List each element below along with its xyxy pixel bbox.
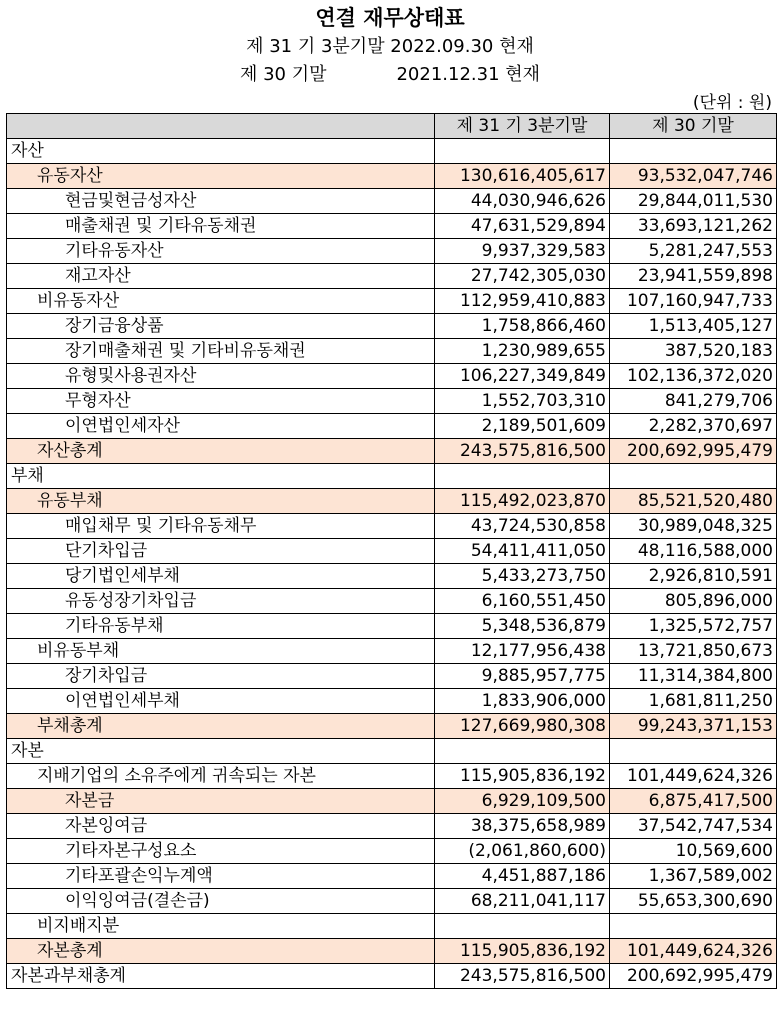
current-period-value: 12,177,956,438	[435, 639, 610, 664]
prior-period-value: 55,653,300,690	[610, 889, 777, 914]
account-name: 자산	[7, 139, 435, 164]
table-row	[7, 664, 777, 689]
table-row	[7, 364, 777, 389]
account-name: 지배기업의 소유주에게 귀속되는 자본	[7, 764, 435, 789]
prior-period-value: 85,521,520,480	[610, 489, 777, 514]
account-name: 유동성장기차입금	[7, 589, 435, 614]
current-period-value: 27,742,305,030	[435, 264, 610, 289]
prior-period-value: 13,721,850,673	[610, 639, 777, 664]
account-name: 자본총계	[7, 939, 435, 964]
current-period-value: 2,189,501,609	[435, 414, 610, 439]
current-period-value: 1,230,989,655	[435, 339, 610, 364]
account-name: 이익잉여금(결손금)	[7, 889, 435, 914]
account-name: 당기법인세부채	[7, 564, 435, 589]
table-row	[7, 789, 777, 814]
current-period-value	[435, 739, 610, 764]
prior-period-value: 2,282,370,697	[610, 414, 777, 439]
table-row	[7, 389, 777, 414]
current-period-value: 38,375,658,989	[435, 814, 610, 839]
table-row	[7, 264, 777, 289]
table-row	[7, 514, 777, 539]
period-prior-label: 제 30 기말	[239, 64, 327, 85]
table-row	[7, 864, 777, 889]
table-row	[7, 589, 777, 614]
prior-period-value: 387,520,183	[610, 339, 777, 364]
table-row	[7, 314, 777, 339]
header-current-period: 제 31 기 3분기말	[435, 114, 610, 139]
table-row	[7, 414, 777, 439]
current-period-value	[435, 464, 610, 489]
current-period-value: 1,552,703,310	[435, 389, 610, 414]
table-row	[7, 914, 777, 939]
table-row	[7, 139, 777, 164]
account-name: 유동부채	[7, 489, 435, 514]
table-row	[7, 714, 777, 739]
prior-period-value: 107,160,947,733	[610, 289, 777, 314]
account-name: 현금및현금성자산	[7, 189, 435, 214]
current-period-value: 112,959,410,883	[435, 289, 610, 314]
current-period-value: (2,061,860,600)	[435, 839, 610, 864]
account-name: 부채	[7, 464, 435, 489]
account-name: 이연법인세자산	[7, 414, 435, 439]
account-name: 자산총계	[7, 439, 435, 464]
current-period-value: 6,160,551,450	[435, 589, 610, 614]
current-period-value: 44,030,946,626	[435, 189, 610, 214]
current-period-value: 43,724,530,858	[435, 514, 610, 539]
prior-period-value: 1,681,811,250	[610, 689, 777, 714]
table-row	[7, 814, 777, 839]
current-period-value: 115,905,836,192	[435, 764, 610, 789]
prior-period-value: 99,243,371,153	[610, 714, 777, 739]
current-period-value: 106,227,349,849	[435, 364, 610, 389]
table-row	[7, 839, 777, 864]
prior-period-value: 93,532,047,746	[610, 164, 777, 189]
table-row	[7, 239, 777, 264]
account-name: 부채총계	[7, 714, 435, 739]
prior-period-value: 2,926,810,591	[610, 564, 777, 589]
current-period-value: 243,575,816,500	[435, 439, 610, 464]
prior-period-value	[610, 139, 777, 164]
current-period-value: 127,669,980,308	[435, 714, 610, 739]
current-period-value: 130,616,405,617	[435, 164, 610, 189]
prior-period-value	[610, 739, 777, 764]
account-name: 기타유동자산	[7, 239, 435, 264]
prior-period-value: 29,844,011,530	[610, 189, 777, 214]
current-period-value: 243,575,816,500	[435, 964, 610, 989]
table-row	[7, 614, 777, 639]
prior-period-value: 1,367,589,002	[610, 864, 777, 889]
period-prior-date: 2021.12.31 현재	[396, 64, 541, 85]
current-period-value: 1,833,906,000	[435, 689, 610, 714]
header-prior-period: 제 30 기말	[610, 114, 777, 139]
prior-period-value: 1,513,405,127	[610, 314, 777, 339]
account-name: 매출채권 및 기타유동채권	[7, 214, 435, 239]
table-row	[7, 689, 777, 714]
current-period-value	[435, 914, 610, 939]
account-name: 자본금	[7, 789, 435, 814]
account-name: 자본	[7, 739, 435, 764]
account-name: 이연법인세부채	[7, 689, 435, 714]
account-name: 무형자산	[7, 389, 435, 414]
account-name: 기타자본구성요소	[7, 839, 435, 864]
prior-period-value: 5,281,247,553	[610, 239, 777, 264]
table-row	[7, 289, 777, 314]
current-period-value: 54,411,411,050	[435, 539, 610, 564]
table-row	[7, 339, 777, 364]
current-period-value: 68,211,041,117	[435, 889, 610, 914]
header-account	[7, 114, 435, 139]
balance-sheet-table	[6, 113, 777, 989]
account-name: 자본과부채총계	[7, 964, 435, 989]
prior-period-value: 10,569,600	[610, 839, 777, 864]
current-period-value	[435, 139, 610, 164]
table-row	[7, 539, 777, 564]
prior-period-value: 101,449,624,326	[610, 764, 777, 789]
prior-period-value	[610, 464, 777, 489]
prior-period-value: 200,692,995,479	[610, 439, 777, 464]
account-name: 비지배지분	[7, 914, 435, 939]
prior-period-value: 6,875,417,500	[610, 789, 777, 814]
unit-label: (단위 : 원)	[692, 93, 772, 113]
account-name: 유형및사용권자산	[7, 364, 435, 389]
table-row	[7, 489, 777, 514]
account-name: 유동자산	[7, 164, 435, 189]
account-name: 비유동부채	[7, 639, 435, 664]
table-row	[7, 439, 777, 464]
prior-period-value: 841,279,706	[610, 389, 777, 414]
table-row	[7, 939, 777, 964]
table-row	[7, 214, 777, 239]
period-current: 제 31 기 3분기말 2022.09.30 현재	[246, 36, 534, 57]
prior-period-value: 200,692,995,479	[610, 964, 777, 989]
prior-period-value: 11,314,384,800	[610, 664, 777, 689]
table-row	[7, 764, 777, 789]
prior-period-value	[610, 914, 777, 939]
table-body	[7, 139, 777, 989]
account-name: 매입채무 및 기타유동채무	[7, 514, 435, 539]
table-row	[7, 564, 777, 589]
current-period-value: 5,433,273,750	[435, 564, 610, 589]
prior-period-value: 48,116,588,000	[610, 539, 777, 564]
prior-period-value: 30,989,048,325	[610, 514, 777, 539]
account-name: 장기매출채권 및 기타비유동채권	[7, 339, 435, 364]
current-period-value: 4,451,887,186	[435, 864, 610, 889]
account-name: 단기차입금	[7, 539, 435, 564]
account-name: 기타포괄손익누계액	[7, 864, 435, 889]
current-period-value: 5,348,536,879	[435, 614, 610, 639]
table-row	[7, 739, 777, 764]
account-name: 비유동자산	[7, 289, 435, 314]
table-row	[7, 464, 777, 489]
table-row	[7, 189, 777, 214]
current-period-value: 115,905,836,192	[435, 939, 610, 964]
current-period-value: 1,758,866,460	[435, 314, 610, 339]
period-prior	[0, 60, 780, 86]
account-name: 기타유동부채	[7, 614, 435, 639]
prior-period-value: 805,896,000	[610, 589, 777, 614]
account-name: 자본잉여금	[7, 814, 435, 839]
current-period-value: 47,631,529,894	[435, 214, 610, 239]
table-row	[7, 639, 777, 664]
account-name: 장기금융상품	[7, 314, 435, 339]
table-row	[7, 889, 777, 914]
prior-period-value: 23,941,559,898	[610, 264, 777, 289]
current-period-value: 9,937,329,583	[435, 239, 610, 264]
current-period-value: 115,492,023,870	[435, 489, 610, 514]
prior-period-value: 101,449,624,326	[610, 939, 777, 964]
prior-period-value: 37,542,747,534	[610, 814, 777, 839]
prior-period-value: 1,325,572,757	[610, 614, 777, 639]
prior-period-value: 102,136,372,020	[610, 364, 777, 389]
document-title: 연결 재무상태표	[315, 6, 465, 30]
table-row	[7, 964, 777, 989]
current-period-value: 9,885,957,775	[435, 664, 610, 689]
account-name: 장기차입금	[7, 664, 435, 689]
table-header-row	[7, 114, 777, 139]
current-period-value: 6,929,109,500	[435, 789, 610, 814]
prior-period-value: 33,693,121,262	[610, 214, 777, 239]
account-name: 재고자산	[7, 264, 435, 289]
table-row	[7, 164, 777, 189]
